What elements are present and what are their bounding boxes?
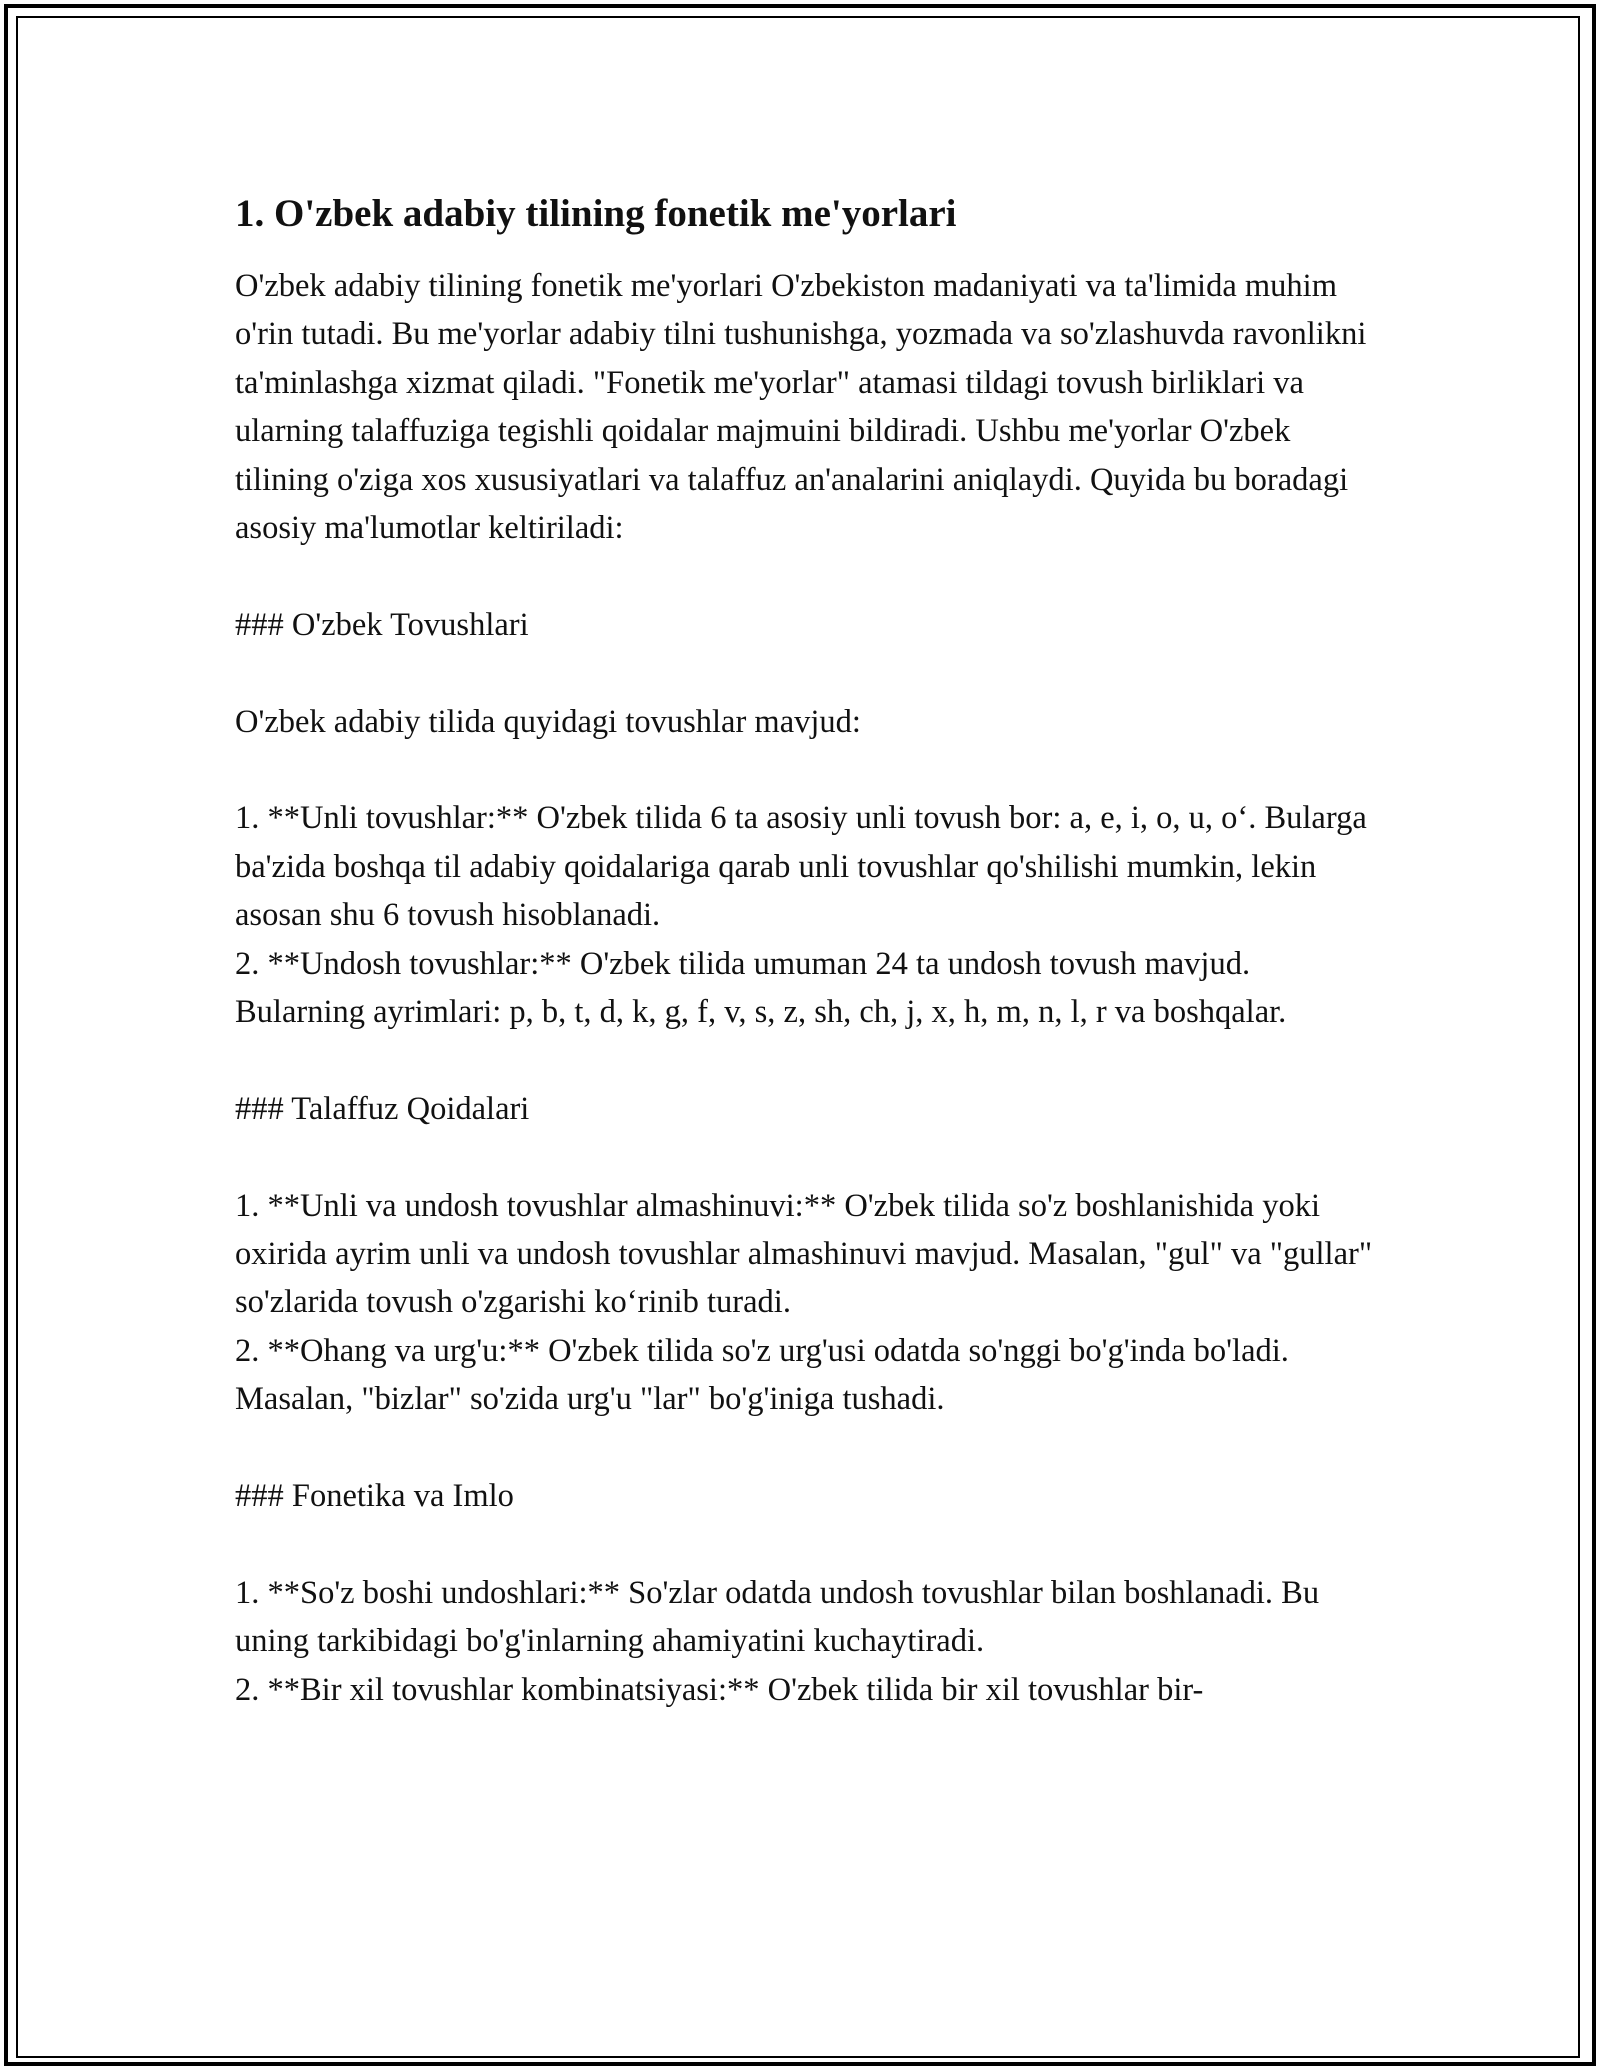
list-item-unli-tovushlar: 1. **Unli tovushlar:** O'zbek tilida 6 ta asosiy unli tovush bor: a, e, i, o, u, o‘. Bularga ba'zida boshqa til adabiy qoidalariga qarab unli tovushlar qo'shilishi mumkin, lekin asosan shu 6 tovush hisoblanadi. [235, 800, 1367, 934]
section-heading-tovushlari: ### O'zbek Tovushlari [235, 606, 529, 643]
section-heading-fonetika-imlo: ### Fonetika va Imlo [235, 1478, 514, 1515]
spacer [235, 1036, 1385, 1084]
spacer [235, 1424, 1385, 1472]
intro-paragraph: O'zbek adabiy tilining fonetik me'yorlari O'zbekiston madaniyati va ta'limida muhim o'rin tutadi. Bu me'yorlar adabiy tilni tushunishga, yozmada va so'zlashuvda ravonlikni ta'minlashga xizmat qiladi. "Fonetik me'yorlar" atamasi tildagi tovush birliklari va ularning talaffuziga tegishli qoidalar majmuini bildiradi. Ushbu me'yorlar O'zbek tilining o'ziga xos xususiyatlari va talaffuz an'analarini aniqlaydi. Quyida bu boradagi asosiy ma'lumotlar keltiriladi: [235, 268, 1367, 547]
spacer [235, 1520, 1385, 1568]
section-heading-talaffuz: ### Talaffuz Qoidalari [235, 1090, 530, 1127]
list-item-almashinuv: 1. **Unli va undosh tovushlar almashinuvi:** O'zbek tilida so'z boshlanishida yoki oxirida ayrim unli va undosh tovushlar almashinuvi mavjud. Masalan, "gul" va "gullar" so'zlarida tovush o'zgarishi ko‘rinib turadi. [235, 1187, 1373, 1321]
spacer [235, 746, 1385, 794]
list-item-ohang-urgu: 2. **Ohang va urg'u:** O'zbek tilida so'z urg'usi odatda so'nggi bo'g'inda bo'ladi. Masalan, "bizlar" so'zida urg'u "lar" bo'g'iniga tushadi. [235, 1332, 1289, 1418]
list-item-soz-boshi: 1. **So'z boshi undoshlari:** So'zlar odatda undosh tovushlar bilan boshlanadi. Bu uning tarkibidagi bo'g'inlarning ahamiyatini kuchaytiradi. [235, 1574, 1320, 1660]
section-lead-paragraph: O'zbek adabiy tilida quyidagi tovushlar mavjud: [235, 703, 861, 740]
spacer [235, 552, 1385, 600]
list-item-kombinatsiya: 2. **Bir xil tovushlar kombinatsiyasi:** O'zbek tilida bir xil tovushlar bir- [235, 1671, 1204, 1708]
document-title: 1. O'zbek adabiy tilining fonetik me'yorlari [235, 192, 957, 235]
spacer [235, 1133, 1385, 1181]
document-body [235, 188, 1385, 1714]
list-item-undosh-tovushlar: 2. **Undosh tovushlar:** O'zbek tilida umuman 24 ta undosh tovush mavjud. Bularning ayrimlari: p, b, t, d, k, g, f, v, s, z, sh, ch, j, x, h, m, n, l, r va boshqalar. [235, 945, 1287, 1031]
spacer [235, 649, 1385, 697]
